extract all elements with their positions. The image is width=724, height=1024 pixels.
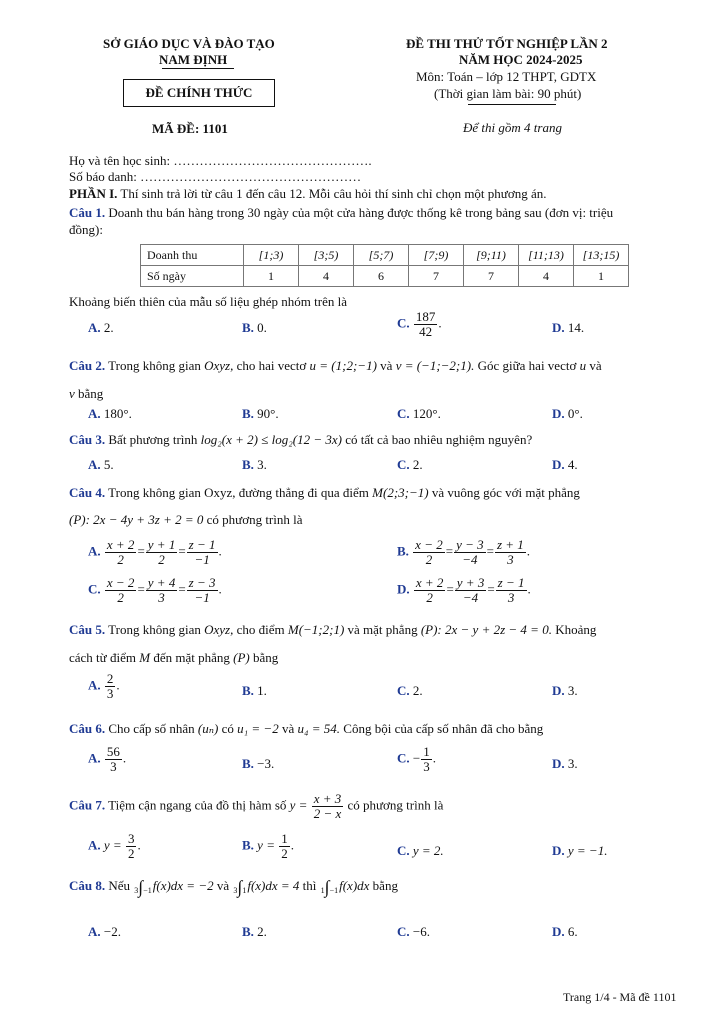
- table-cell: 1: [244, 266, 299, 287]
- table-cell: [13;15): [574, 245, 629, 266]
- department-name: SỞ GIÁO DỤC VÀ ĐÀO TẠO: [103, 36, 275, 51]
- pages-note: Để thi gồm 4 trang: [463, 120, 562, 135]
- table-cell: 6: [354, 266, 409, 287]
- student-id-line: Số báo danh: ……………………………………………: [69, 169, 362, 184]
- q5-option-c[interactable]: C. 2.: [397, 683, 423, 698]
- q4-option-c[interactable]: C. $\frac{x - 2}{2}$ = $\frac{y + 4}{3}$ = $\frac{z - 3}{-1}$ .: [88, 575, 222, 605]
- q2-option-d[interactable]: D. 0°.: [552, 406, 583, 421]
- table-cell: 1: [574, 266, 629, 287]
- school-year: NĂM HỌC 2024-2025: [459, 52, 583, 67]
- part1-title: PHẦN I.: [69, 186, 118, 201]
- province-name: NAM ĐỊNH: [159, 52, 228, 67]
- table-row: [141, 245, 629, 266]
- table-cell: 7: [464, 266, 519, 287]
- q2-option-a[interactable]: A. 180°.: [88, 406, 132, 421]
- table-row: [141, 266, 629, 287]
- q1-stem: [69, 205, 613, 221]
- q6-option-d[interactable]: D. 3.: [552, 756, 578, 771]
- subject: Môn: Toán – lớp 12 THPT, GDTX: [416, 69, 597, 84]
- q3-option-c[interactable]: C. 2.: [397, 457, 423, 472]
- q4-stem: Câu 4. Trong không gian Oxyz, đường thẳng đi qua điểm M(2;3;−1) và vuông góc với mặt phẳng: [69, 485, 580, 500]
- q6-stem: Câu 6. Cho cấp số nhân (uₙ) có u₁ = −2 và u₄ = 54. Công bội của cấp số nhân đã cho bằng: [69, 721, 544, 736]
- table-cell: [3;5): [299, 245, 354, 266]
- q5-stem: Câu 5. Trong không gian Oxyz, cho điểm M(−1;2;1) và mặt phẳng (P): 2x − y + 2z − 4 = 0. Khoảng: [69, 622, 597, 637]
- table-cell: 4: [299, 266, 354, 287]
- q1-text-cont: đồng):: [69, 222, 103, 237]
- q6-option-b[interactable]: B. −3.: [242, 756, 275, 771]
- student-name-line: Họ và tên học sinh: ……………………………………….: [69, 153, 372, 168]
- q5-option-a[interactable]: A. $\frac{2}{3}$ .: [88, 671, 120, 701]
- q8-option-d[interactable]: D. 6.: [552, 924, 578, 939]
- q5-option-b[interactable]: B. 1.: [242, 683, 267, 698]
- q3-stem: Câu 3. Bất phương trình log₂(x + 2) ≤ log₂(12 − 3x) có tất cả bao nhiêu nghiệm nguyên?: [69, 432, 533, 447]
- q6-option-a[interactable]: A. $\frac{56}{3}$ .: [88, 744, 127, 774]
- divider: [468, 104, 556, 105]
- table-cell: [5;7): [354, 245, 409, 266]
- q1-option-a[interactable]: A. 2.: [88, 320, 114, 335]
- q2-option-b[interactable]: B. 90°.: [242, 406, 279, 421]
- q3-option-d[interactable]: D. 4.: [552, 457, 578, 472]
- q6-option-c[interactable]: C. − $\frac{1}{3}$ .: [397, 744, 436, 774]
- q2-option-c[interactable]: C. 120°.: [397, 406, 441, 421]
- q1-option-d[interactable]: D. 14.: [552, 320, 585, 335]
- q2-stem-cont: v bằng: [69, 386, 104, 401]
- table-header-revenue: Doanh thu: [141, 245, 244, 266]
- table-cell: [11;13): [519, 245, 574, 266]
- q7-option-d[interactable]: D. y = −1.: [552, 843, 608, 858]
- exam-title: ĐỀ THI THỬ TỐT NGHIỆP LẦN 2: [406, 36, 608, 51]
- table-header-days: Số ngày: [141, 266, 244, 287]
- q5-stem-cont: cách từ điểm M đến mặt phẳng (P) bằng: [69, 650, 279, 665]
- q4-option-b[interactable]: B. $\frac{x - 2}{2}$ = $\frac{y - 3}{-4}$ = $\frac{z + 1}{3}$ .: [397, 537, 531, 567]
- q4-stem-cont: (P): 2x − 4y + 3z + 2 = 0 có phương trình là: [69, 512, 303, 527]
- table-cell: 4: [519, 266, 574, 287]
- q7-option-c[interactable]: C. y = 2.: [397, 843, 444, 858]
- q4-option-d[interactable]: D. $\frac{x + 2}{2}$ = $\frac{y + 3}{-4}$ = $\frac{z - 1}{3}$ .: [397, 575, 531, 605]
- table-cell: 7: [409, 266, 464, 287]
- q5-option-d[interactable]: D. 3.: [552, 683, 578, 698]
- q3-option-b[interactable]: B. 3.: [242, 457, 267, 472]
- q2-stem: Câu 2. Trong không gian Oxyz, cho hai vectơ u = (1;2;−1) và v = (−1;−2;1). Góc giữa hai vectơ u và: [69, 358, 602, 373]
- part1-text: Thí sinh trả lời từ câu 1 đến câu 12. Mỗi câu hỏi thí sinh chỉ chọn một phương án.: [120, 186, 547, 201]
- table-cell: [7;9): [409, 245, 464, 266]
- q3-option-a[interactable]: A. 5.: [88, 457, 114, 472]
- q8-stem: Câu 8. Nếu 3∫−1f(x)dx = −2 và 3∫1f(x)dx = 4 thì 1∫−1f(x)dx bằng: [69, 877, 398, 898]
- page-footer: Trang 1/4 - Mã đề 1101: [563, 990, 677, 1004]
- q8-option-a[interactable]: A. −2.: [88, 924, 121, 939]
- official-box: ĐỀ CHÍNH THỨC: [123, 79, 275, 107]
- q7-stem: Câu 7. Tiệm cận ngang của đồ thị hàm số y = $\frac{x + 3}{2 - x}$ có phương trình là: [69, 791, 444, 821]
- q7-option-b[interactable]: B. y = $\frac{1}{2}$ .: [242, 831, 294, 861]
- q1-text: Doanh thu bán hàng trong 30 ngày của một cửa hàng được thống kê trong bảng sau (đơn vị: triệu: [108, 205, 614, 220]
- q8-option-c[interactable]: C. −6.: [397, 924, 430, 939]
- exam-code: MÃ ĐỀ: 1101: [152, 121, 228, 136]
- table-cell: [1;3): [244, 245, 299, 266]
- table-cell: [9;11): [464, 245, 519, 266]
- q7-option-a[interactable]: A. y = $\frac{3}{2}$ .: [88, 831, 141, 861]
- q1-label: Câu 1.: [69, 205, 106, 220]
- duration: (Thời gian làm bài: 90 phút): [434, 86, 582, 101]
- part1-instruction: [69, 186, 546, 202]
- q1-option-b[interactable]: B. 0.: [242, 320, 267, 335]
- q4-option-a[interactable]: A. $\frac{x + 2}{2}$ = $\frac{y + 1}{2}$ = $\frac{z - 1}{-1}$ .: [88, 537, 222, 567]
- frequency-table: [140, 244, 629, 287]
- divider: [162, 68, 234, 69]
- q1-question: Khoảng biến thiên của mẫu số liệu ghép nhóm trên là: [69, 294, 347, 309]
- q1-option-c[interactable]: C. $\frac{187}{42}$ .: [397, 309, 442, 339]
- q8-option-b[interactable]: B. 2.: [242, 924, 267, 939]
